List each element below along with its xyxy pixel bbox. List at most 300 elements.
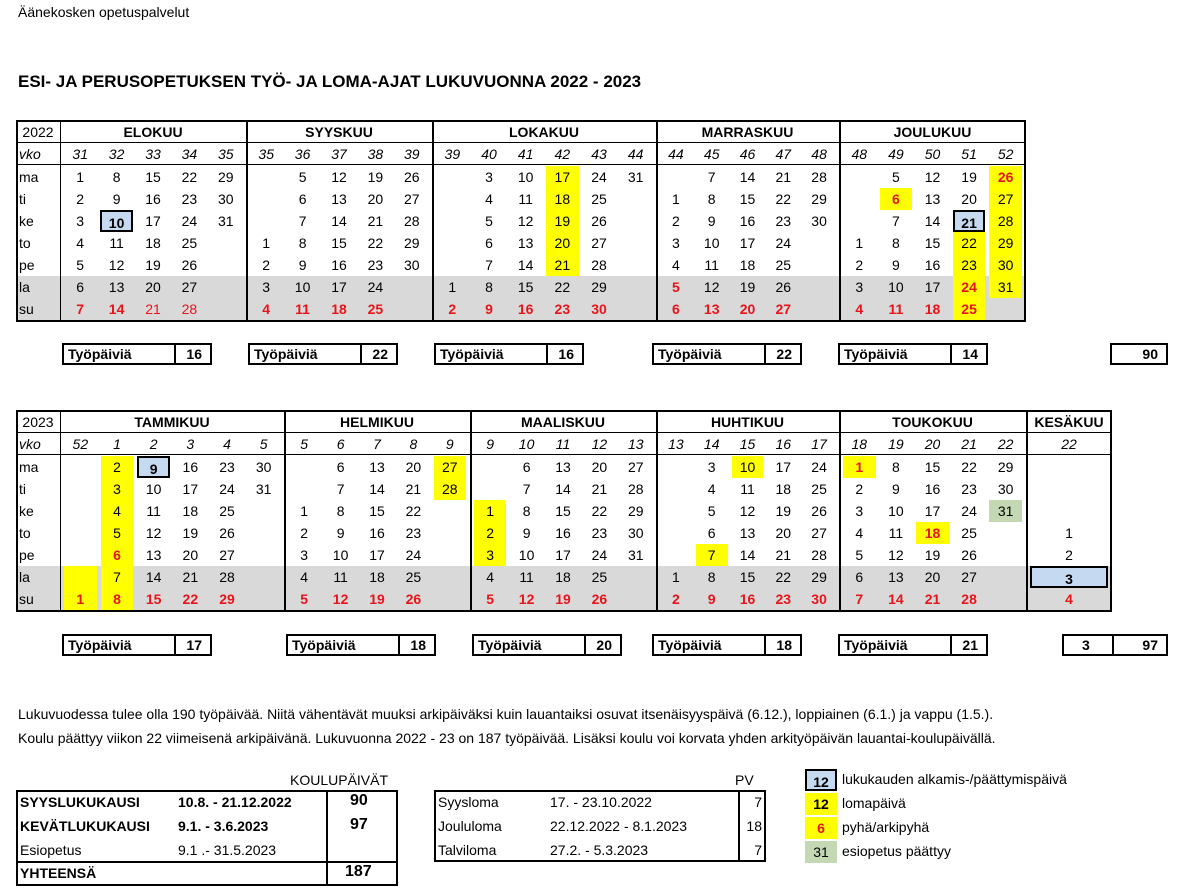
day-cell: 25: [367, 301, 384, 317]
day-cell: 26: [405, 591, 422, 607]
week-number: 40: [481, 146, 497, 162]
talviloma-dates: 27.2. - 5.3.2023: [550, 842, 649, 858]
week-number: 15: [739, 436, 756, 452]
day-cell: 12: [145, 525, 162, 541]
day-cell: 18: [775, 481, 792, 497]
week-number: 5: [259, 436, 268, 452]
day-label-pe: pe: [19, 257, 35, 273]
day-cell: 26: [811, 503, 827, 519]
day-cell: 21: [546, 254, 579, 276]
day-cell: 25: [961, 525, 977, 541]
day-cell: 9: [137, 456, 170, 478]
day-cell: 3: [262, 279, 271, 295]
syysloma-label: Syysloma: [438, 794, 499, 810]
day-cell: 13: [924, 191, 941, 207]
day-cell: 6: [707, 525, 716, 541]
day-cell: 1: [843, 456, 876, 478]
workdays-box: [652, 634, 802, 656]
day-cell: 12: [703, 279, 720, 295]
day-cell: 21: [924, 591, 941, 607]
workdays-value: 18: [410, 637, 426, 653]
day-cell: 24: [367, 279, 384, 295]
week-number: 48: [851, 146, 868, 162]
organization-name: Äänekosken opetuspalvelut: [18, 4, 190, 20]
day-cell: 31: [218, 213, 234, 229]
day-label-pe: pe: [19, 547, 35, 563]
day-cell: 26: [404, 169, 420, 185]
day-cell: 6: [485, 235, 493, 251]
day-cell: 1: [64, 588, 97, 610]
day-cell: 20: [924, 569, 941, 585]
week-number: 39: [404, 146, 420, 162]
day-cell: 29: [811, 191, 827, 207]
day-cell: 14: [145, 569, 162, 585]
week-number: 11: [555, 436, 571, 452]
day-cell: 18: [546, 188, 579, 210]
kevatlukukausi-label: KEVÄTLUKUKAUSI: [20, 818, 150, 834]
week-number: 47: [775, 146, 792, 162]
day-cell: 10: [332, 547, 349, 563]
day-cell: 7: [101, 566, 134, 588]
day-label-ke: ke: [19, 503, 34, 519]
day-cell: 27: [989, 188, 1022, 210]
day-cell: 1: [76, 169, 85, 185]
day-cell: 20: [145, 279, 161, 295]
day-cell: 29: [989, 232, 1022, 254]
day-cell: 5: [672, 279, 680, 295]
day-cell: 22: [181, 169, 198, 185]
day-cell: 1: [1065, 525, 1073, 541]
day-cell: 1: [855, 235, 864, 251]
week-number: 39: [444, 146, 461, 162]
day-cell: 3: [474, 544, 506, 566]
day-cell: 4: [101, 500, 134, 522]
day-cell: 13: [739, 525, 756, 541]
day-cell: 26: [181, 257, 198, 273]
day-label-to: to: [19, 525, 31, 541]
day-cell: 12: [739, 503, 756, 519]
day-cell: 25: [775, 257, 792, 273]
day-cell: 19: [555, 591, 571, 607]
talviloma-pv: 7: [754, 842, 762, 858]
workdays-box: [62, 343, 212, 365]
day-cell: 20: [961, 191, 977, 207]
day-cell: 17: [924, 279, 941, 295]
day-cell: 3: [76, 213, 85, 229]
day-cell: 27: [775, 301, 792, 317]
day-cell: 23: [961, 481, 977, 497]
day-cell: 26: [219, 525, 235, 541]
workdays-label: Työpäiviä: [844, 637, 908, 653]
day-cell: 16: [924, 481, 941, 497]
workdays-value: 16: [558, 346, 574, 362]
day-cell: 1: [448, 279, 457, 295]
day-cell: 16: [145, 191, 161, 207]
day-cell: 5: [298, 169, 307, 185]
day-cell: 15: [145, 169, 161, 185]
workdays-value: 18: [776, 637, 792, 653]
year-label: 2022: [22, 124, 54, 140]
syysloma-dates: 17. - 23.10.2022: [550, 794, 652, 810]
day-cell: 11: [109, 235, 124, 251]
day-cell: 11: [295, 301, 310, 317]
day-cell: 22: [367, 235, 384, 251]
day-cell: 6: [880, 188, 913, 210]
day-cell: 23: [367, 257, 384, 273]
esiopetus-dates: 9.1 .- 31.5.2023: [178, 842, 277, 858]
day-label-ke: ke: [19, 213, 34, 229]
day-label-ti: ti: [19, 191, 26, 207]
day-cell: 8: [522, 503, 531, 519]
week-number: 41: [517, 146, 534, 162]
day-cell: 19: [924, 547, 941, 563]
day-label-ma: ma: [19, 459, 39, 475]
day-cell: 25: [591, 191, 607, 207]
day-cell: 23: [181, 191, 198, 207]
workdays-total-box: [1110, 343, 1168, 365]
syysloma-pv: 7: [754, 794, 762, 810]
day-cell: 17: [924, 503, 941, 519]
day-cell: 5: [101, 522, 134, 544]
month-header: TAMMIKUU: [134, 414, 210, 430]
day-cell: 18: [145, 235, 161, 251]
yhteensa-label: YHTEENSÄ: [20, 865, 97, 881]
day-label-to: to: [19, 235, 31, 251]
day-cell: 9: [891, 481, 900, 497]
day-cell: 4: [300, 569, 309, 585]
day-cell: 24: [405, 547, 422, 563]
day-cell: 13: [517, 235, 534, 251]
day-cell: 14: [739, 169, 756, 185]
day-cell: 4: [1065, 591, 1073, 607]
day-cell: 10: [888, 279, 904, 295]
day-cell: 7: [855, 591, 864, 607]
week-number: 50: [924, 146, 941, 162]
week-number: 43: [591, 146, 607, 162]
workdays-box: [472, 634, 622, 656]
day-cell: 10: [145, 481, 162, 497]
day-cell: 9: [707, 213, 716, 229]
day-cell: 3: [855, 503, 864, 519]
workdays-label: Työpäiviä: [440, 346, 504, 362]
workdays-box: [838, 634, 988, 656]
week-number: 35: [258, 146, 274, 162]
workdays-box: [286, 634, 436, 656]
day-cell: 14: [331, 213, 347, 229]
day-label-la: la: [19, 279, 30, 295]
calendar-2022: [16, 120, 1026, 322]
workdays-box: [838, 343, 988, 365]
day-cell: 2: [474, 522, 506, 544]
day-cell: 17: [369, 547, 385, 563]
workdays-value: 14: [962, 346, 978, 362]
day-cell: 10: [100, 210, 132, 232]
week-number: 52: [997, 146, 1014, 162]
day-cell: 5: [485, 213, 493, 229]
day-cell: 5: [707, 503, 716, 519]
day-cell: 12: [108, 257, 125, 273]
day-cell: 28: [219, 569, 235, 585]
day-cell: 8: [707, 191, 716, 207]
day-cell: 9: [891, 257, 900, 273]
day-cell: 24: [953, 276, 986, 298]
day-cell: 3: [672, 235, 680, 251]
lomat-pv-header: PV: [735, 772, 754, 788]
day-cell: 20: [182, 547, 199, 563]
day-cell: 29: [997, 459, 1014, 475]
week-number: 1: [113, 436, 121, 452]
day-cell: 28: [989, 210, 1022, 232]
week-number: 10: [518, 436, 535, 452]
day-label-ma: ma: [19, 169, 39, 185]
day-cell: 19: [369, 591, 385, 607]
day-cell: 28: [404, 213, 420, 229]
day-cell: 8: [891, 459, 900, 475]
workdays-box: [652, 343, 802, 365]
day-cell: 24: [775, 235, 792, 251]
legend-pyha-text: pyhä/arkipyhä: [842, 819, 930, 835]
week-number: 2: [149, 436, 158, 452]
day-cell: 29: [404, 235, 420, 251]
day-cell: 26: [591, 213, 607, 229]
day-cell: 27: [628, 459, 644, 475]
week-number: 9: [486, 436, 495, 452]
day-cell: 17: [775, 459, 792, 475]
day-cell: 24: [811, 459, 827, 475]
note-line-1: Lukuvuodessa tulee olla 190 työpäivää. Niitä vähentävät muuksi arkipäiväksi kuin lauantaiksi osuvat itsenäisyyspäivä (6.12.), loppiainen (6.1.) ja vappu (1.5.).: [18, 706, 994, 722]
day-cell: 31: [989, 500, 1022, 522]
day-cell: 9: [336, 525, 345, 541]
day-cell: 5: [300, 591, 309, 607]
day-cell: 7: [485, 257, 493, 273]
day-cell: 5: [76, 257, 85, 273]
workdays-label: Työpäiviä: [68, 637, 132, 653]
day-cell: 8: [112, 169, 121, 185]
day-cell: 30: [997, 481, 1014, 497]
esiopetus-label: Esiopetus: [20, 842, 82, 858]
workdays-extra: 3: [1082, 637, 1090, 653]
day-cell: 16: [182, 459, 199, 475]
day-cell: 14: [555, 481, 571, 497]
day-cell: 15: [924, 459, 941, 475]
day-cell: 22: [775, 191, 792, 207]
day-cell: 4: [855, 301, 864, 317]
workdays-value: 17: [186, 637, 202, 653]
day-cell: 12: [332, 591, 349, 607]
day-cell: 8: [336, 503, 345, 519]
day-cell: 30: [811, 591, 827, 607]
day-cell: 23: [591, 525, 608, 541]
day-cell: 20: [775, 525, 792, 541]
day-cell: 15: [555, 503, 571, 519]
day-cell: 28: [591, 257, 607, 273]
day-cell: 18: [924, 301, 941, 317]
note-line-2: Koulu päättyy viikon 22 viimeisenä arkipäivänä. Lukuvuonna 2022 - 23 on 187 työpäivää. Lisäksi koulu voi korvata yhden arkityöpäivän lauantai-koulupäivällä.: [18, 730, 996, 746]
day-cell: 7: [696, 544, 728, 566]
workdays-value: 20: [596, 637, 612, 653]
day-cell: 19: [182, 525, 199, 541]
day-cell: 4: [485, 191, 493, 207]
day-cell: 7: [522, 481, 531, 497]
day-cell: 9: [522, 525, 531, 541]
day-cell: 19: [367, 169, 384, 185]
week-number: 34: [181, 146, 198, 162]
week-number: 9: [445, 436, 454, 452]
day-cell: 27: [811, 525, 827, 541]
week-number: 20: [924, 436, 941, 452]
legend-holiday-sample: 12: [805, 793, 837, 815]
day-cell: 17: [331, 279, 347, 295]
week-number: 7: [373, 436, 381, 452]
week-number: 14: [703, 436, 720, 452]
day-cell: 27: [181, 279, 198, 295]
day-cell: 21: [775, 169, 792, 185]
week-number: 36: [294, 146, 311, 162]
day-cell: 26: [961, 547, 977, 563]
day-cell: 5: [855, 547, 864, 563]
day-cell: 12: [517, 213, 534, 229]
day-cell: 27: [404, 191, 420, 207]
day-cell: 9: [112, 191, 121, 207]
day-cell: 1: [672, 191, 680, 207]
day-label-la: la: [19, 569, 30, 585]
workdays-label: Työpäiviä: [254, 346, 318, 362]
day-cell: 30: [591, 301, 607, 317]
day-cell: 12: [331, 169, 347, 185]
day-cell: 16: [924, 257, 941, 273]
week-label: vko: [19, 146, 41, 162]
week-number: 49: [888, 146, 904, 162]
day-cell: 29: [219, 591, 235, 607]
workdays-label: Työpäiviä: [292, 637, 356, 653]
workdays-value: 16: [186, 346, 202, 362]
day-cell: 11: [704, 257, 719, 273]
day-cell: 21: [145, 301, 161, 317]
day-cell: 15: [331, 235, 347, 251]
workdays-value: 22: [372, 346, 388, 362]
day-cell: 18: [369, 569, 385, 585]
day-cell: 17: [555, 547, 571, 563]
day-cell: 21: [182, 569, 199, 585]
day-cell: 25: [181, 235, 198, 251]
day-cell: 23: [219, 459, 235, 475]
week-number: 3: [186, 436, 195, 452]
day-cell: 30: [404, 257, 420, 273]
week-label: vko: [19, 436, 41, 452]
syyslukukausi-label: SYYSLUKUKAUSI: [20, 794, 140, 810]
day-cell: 2: [855, 481, 864, 497]
day-cell: 6: [298, 191, 307, 207]
day-cell: 24: [219, 481, 235, 497]
week-number: 12: [591, 436, 608, 452]
month-header: MARRASKUU: [701, 124, 794, 140]
day-cell: 30: [628, 525, 644, 541]
day-cell: 14: [924, 213, 941, 229]
day-cell: 14: [739, 547, 756, 563]
day-cell: 4: [486, 569, 495, 585]
day-cell: 17: [739, 235, 756, 251]
day-cell: 6: [76, 279, 85, 295]
day-cell: 11: [740, 481, 755, 497]
day-cell: 2: [672, 591, 680, 607]
week-number: 4: [223, 436, 231, 452]
month-header: ELOKUU: [123, 124, 183, 140]
day-cell: 6: [336, 459, 345, 475]
day-cell: 27: [219, 547, 235, 563]
day-cell: 2: [1065, 547, 1073, 563]
page-title: ESI- JA PERUSOPETUKSEN TYÖ- JA LOMA-AJAT LUKUVUONNA 2022 - 2023: [18, 72, 642, 91]
day-cell: 23: [775, 591, 792, 607]
month-header: SYYSKUU: [305, 124, 373, 140]
month-header: MAALISKUU: [521, 414, 605, 430]
day-cell: 4: [707, 481, 716, 497]
day-cell: 29: [218, 169, 234, 185]
calendar-2023: [16, 410, 1112, 612]
kevatlukukausi-value: 97: [350, 816, 368, 833]
week-number: 19: [888, 436, 904, 452]
week-number: 45: [703, 146, 720, 162]
day-cell: 9: [485, 301, 493, 317]
day-cell: 16: [739, 591, 756, 607]
day-cell: 30: [218, 191, 234, 207]
day-cell: 31: [989, 276, 1022, 298]
day-cell: 28: [628, 481, 644, 497]
day-cell: 24: [961, 503, 977, 519]
month-header: LOKAKUU: [509, 124, 579, 140]
day-cell: 8: [101, 588, 134, 610]
week-number: 32: [108, 146, 125, 162]
day-cell: 21: [405, 481, 422, 497]
day-cell: 20: [591, 459, 608, 475]
day-cell: 15: [145, 591, 162, 607]
day-cell: 3: [855, 279, 864, 295]
day-cell: 17: [546, 166, 579, 188]
day-cell: 10: [294, 279, 311, 295]
legend-pyha-sample: 6: [805, 817, 837, 839]
day-cell: 2: [672, 213, 680, 229]
day-cell: 15: [739, 569, 756, 585]
day-cell: 10: [732, 456, 764, 478]
day-cell: 19: [739, 279, 756, 295]
day-cell: 23: [953, 254, 986, 276]
day-cell: 15: [739, 191, 756, 207]
day-cell: 21: [591, 481, 608, 497]
day-cell: 4: [262, 301, 271, 317]
week-number: 31: [72, 146, 88, 162]
day-cell: 22: [405, 503, 422, 519]
day-cell: 2: [262, 257, 271, 273]
workdays-value: 22: [776, 346, 792, 362]
day-cell: 17: [182, 481, 199, 497]
day-cell: 22: [775, 569, 792, 585]
week-number: 33: [145, 146, 161, 162]
joululoma-pv: 18: [746, 818, 762, 834]
day-cell: 29: [628, 503, 644, 519]
day-cell: 30: [989, 254, 1022, 276]
day-cell: 8: [891, 235, 900, 251]
day-cell: 3: [300, 547, 309, 563]
day-cell: [64, 566, 97, 588]
day-cell: 17: [145, 213, 161, 229]
workdays-label: Työpäiviä: [658, 637, 722, 653]
day-cell: 15: [924, 235, 941, 251]
joululoma-label: Joululoma: [438, 818, 502, 834]
workdays-total-box: [1062, 634, 1168, 656]
day-cell: 29: [591, 279, 607, 295]
workdays-box: [62, 634, 212, 656]
day-cell: 7: [298, 213, 307, 229]
day-cell: 6: [672, 301, 680, 317]
